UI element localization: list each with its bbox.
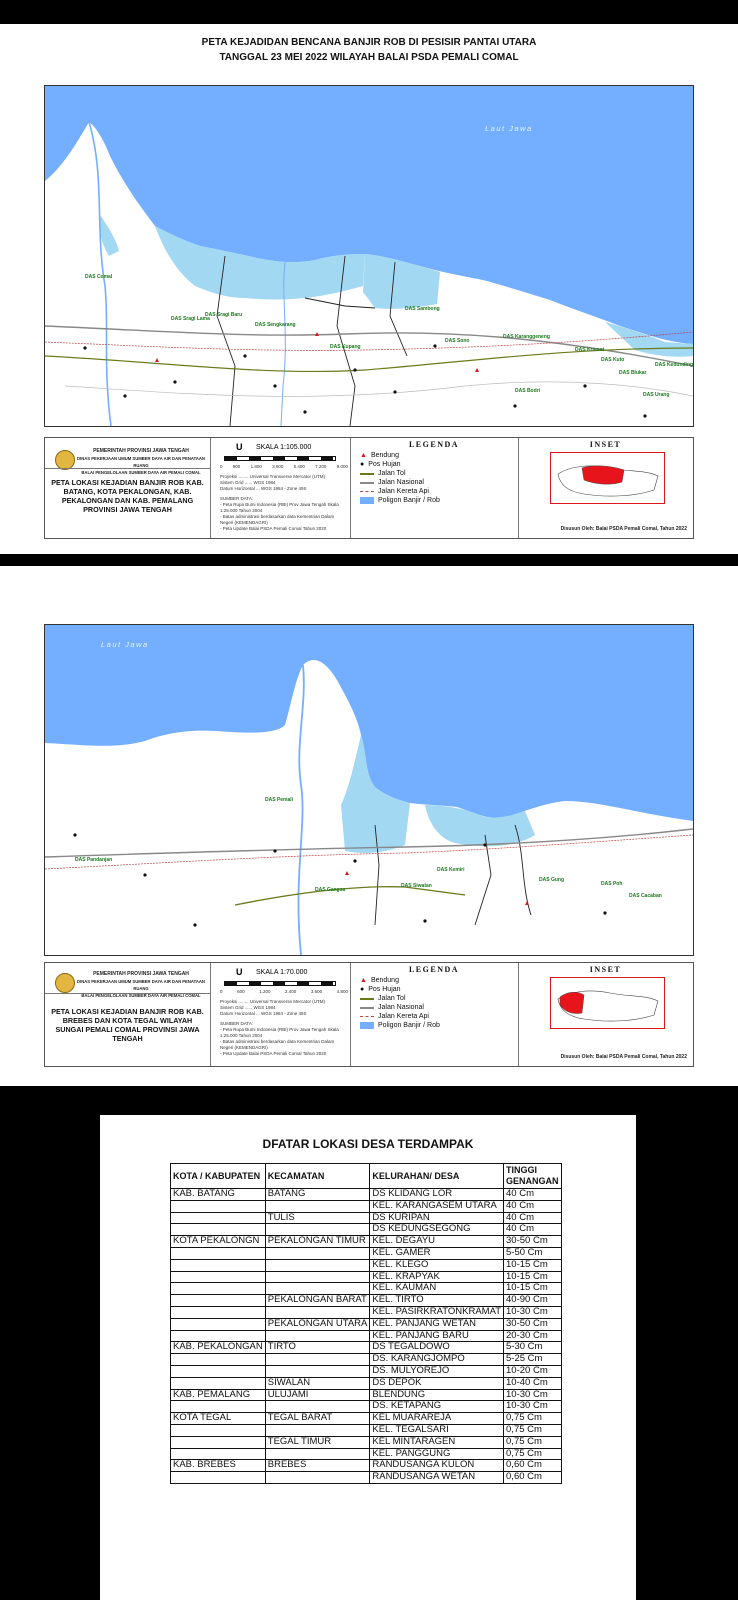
das-label: DAS Kemiri: [437, 867, 465, 873]
table-cell: 10-15 Cm: [504, 1259, 562, 1271]
table-cell: 20-30 Cm: [504, 1330, 562, 1342]
map2-legend-area: [44, 962, 694, 1067]
column-header: KELURAHAN/ DESA: [370, 1164, 504, 1189]
table-cell: [265, 1424, 370, 1436]
table-row: [171, 1247, 562, 1259]
table-cell: KEL. KRAPYAK: [370, 1271, 504, 1283]
das-label: DAS Gung: [539, 877, 564, 883]
table-cell: [265, 1247, 370, 1259]
table-cell: [265, 1271, 370, 1283]
table-row: [171, 1354, 562, 1366]
table-row: [171, 1472, 562, 1484]
table-cell: 5-30 Cm: [504, 1342, 562, 1354]
sea-label: Laut Jawa: [101, 640, 149, 649]
table-cell: [171, 1283, 266, 1295]
table-cell: [171, 1224, 266, 1236]
das-label: DAS Kupang: [330, 344, 361, 350]
map2-frame[interactable]: [44, 624, 694, 956]
map1-scale-block: U SKALA 1:105.000 0 900 1.800 3.600 5.400 7.200 9.000 Proyeksi ........ Universal Transverse Mercator (UTM) Sistem Grid ...... WGS 1984 Datum Horizontal ... WGS 1984 - Zone 49S SUMBER DATA: - Peta Rupa Bumi Indonesia (RBI) Prov Jawa Tengah Skala 1:25.000 Tahun 2004 - Batas administrasi berdasarkan data Kementrian Dalam Negeri (KEMENDAGRI) - Peta Update Balai PSDA Pemali Comal Tahun 2020: [210, 438, 351, 538]
table-cell: [265, 1330, 370, 1342]
table-cell: 10-40 Cm: [504, 1377, 562, 1389]
table-cell: KOTA TEGAL: [171, 1413, 266, 1425]
table-row: [171, 1389, 562, 1401]
table-row: [171, 1330, 562, 1342]
table-cell: [265, 1200, 370, 1212]
affected-villages-document: [100, 1115, 636, 1600]
table-cell: DS KLIDANG LOR: [370, 1189, 504, 1201]
table-cell: KAB. PEKALONGAN: [171, 1342, 266, 1354]
table-cell: [265, 1283, 370, 1295]
table-cell: RANDUSANGA KULON: [370, 1460, 504, 1472]
table-cell: [171, 1472, 266, 1484]
north-arrow-icon: U: [236, 967, 243, 977]
table-cell: 40 Cm: [504, 1224, 562, 1236]
table-cell: PEKALONGAN UTARA: [265, 1318, 370, 1330]
map2-canvas: [45, 625, 693, 955]
map2-compiled-by: Disusun Oleh: Balai PSDA Pemali Comal, Tahun 2022: [560, 1054, 687, 1060]
table-cell: KEL. PASIRKRATONKRAMAT: [370, 1306, 504, 1318]
table-cell: KEL MINTARAGEN: [370, 1436, 504, 1448]
table-cell: PEKALONGAN BARAT: [265, 1295, 370, 1307]
table-row: [171, 1413, 562, 1425]
table-cell: 5-25 Cm: [504, 1354, 562, 1366]
table-cell: [171, 1354, 266, 1366]
table-row: [171, 1342, 562, 1354]
table-cell: KEL. KAUMAN: [370, 1283, 504, 1295]
table-cell: KAB. BREBES: [171, 1460, 266, 1472]
map-sheet-2: [0, 566, 738, 1086]
table-cell: TIRTO: [265, 1342, 370, 1354]
column-header: KOTA / KABUPATEN: [171, 1164, 266, 1189]
das-label: DAS Cacaban: [629, 893, 662, 899]
table-cell: [171, 1212, 266, 1224]
das-label: DAS Siwatan: [401, 883, 432, 889]
scale-bar: [224, 981, 336, 986]
table-cell: [265, 1354, 370, 1366]
table-row: [171, 1189, 562, 1201]
map1-compiled-by: Disusun Oleh: Balai PSDA Pemali Comal, Tahun 2022: [560, 526, 687, 532]
das-label: DAS Comal: [85, 274, 113, 280]
table-cell: KEL. TEGALSARI: [370, 1424, 504, 1436]
table-cell: 40 Cm: [504, 1212, 562, 1224]
table-row: [171, 1460, 562, 1472]
map1-inset-block: INSET Disusun Oleh: Balai PSDA Pemali Comal, Tahun 2022: [518, 438, 693, 538]
das-label: DAS Sambong: [405, 306, 440, 312]
table-cell: KEL. KARANGASEM UTARA: [370, 1200, 504, 1212]
north-arrow-icon: U: [236, 442, 243, 452]
map2-legend: LEGENDA ▲ Bendung ● Pos Hujan Jalan Tol Jalan Nasional Jalan Kereta Api Poligon Banjir / Rob: [350, 963, 519, 1066]
table-cell: SIWALAN: [265, 1377, 370, 1389]
table-row: [171, 1271, 562, 1283]
table-cell: [265, 1448, 370, 1460]
inset-map: [550, 977, 665, 1029]
das-label: DAS Urang: [643, 392, 670, 398]
table-row: [171, 1377, 562, 1389]
das-label: DAS Sengkarang: [255, 322, 296, 328]
table-cell: [171, 1330, 266, 1342]
das-label: DAS Sragi Baru: [205, 312, 243, 318]
table-row: [171, 1448, 562, 1460]
table-row: [171, 1318, 562, 1330]
table-cell: DS. KETAPANG: [370, 1401, 504, 1413]
column-header: KECAMATAN: [265, 1164, 370, 1189]
table-row: [171, 1401, 562, 1413]
map1-frame[interactable]: [44, 85, 694, 427]
map1-title-line1: PETA KEJADIDAN BENCANA BANJIR ROB DI PESISIR PANTAI UTARA: [201, 37, 537, 48]
table-cell: BLENDUNG: [370, 1389, 504, 1401]
table-row: [171, 1283, 562, 1295]
table-cell: TEGAL BARAT: [265, 1413, 370, 1425]
table-cell: 10-15 Cm: [504, 1283, 562, 1295]
map2-scale-block: U SKALA 1:70.000 0 600 1.200 2.400 3.600 4.800 Proyeksi ........ Universal Transverse Mercator (UTM) Sistem Grid ...... WGS 1984 Datum Horizontal ... WGS 1984 - Zone 49S SUMBER DATA: - Peta Rupa Bumi Indonesia (RBI) Prov Jawa Tengah Skala 1:25.000 Tahun 2004 - Batas administrasi berdasarkan data Kementrian Dalam Negeri (KEMENDAGRI) - Peta Update Balai PSDA Pemali Comal Tahun 2020: [210, 963, 351, 1066]
table-cell: KEL MUARAREJA: [370, 1413, 504, 1425]
provincial-seal-icon: [55, 973, 75, 993]
table-cell: 10-30 Cm: [504, 1306, 562, 1318]
table-cell: [171, 1448, 266, 1460]
table-cell: [265, 1224, 370, 1236]
map2-panel-title: PETA LOKASI KEJADIAN BANJIR ROB KAB. BREBES DAN KOTA TEGAL WILAYAH SUNGAI PEMALI COMAL PROVINSI JAWA TENGAH: [51, 1007, 204, 1043]
table-title: DFATAR LOKASI DESA TERDAMPAK: [262, 1137, 474, 1151]
map2-title-block: PEMERINTAH PROVINSI JAWA TENGAH DINAS PEKERJAAN UMUM SUMBER DAYA AIR DAN PENATAAN RUANG BALAI PENGELOLAAN SUMBER DAYA AIR PEMALI COMAL PETA LOKASI KEJADIAN BANJIR ROB KAB. BREBES DAN KOTA TEGAL WILAYAH SUNGAI PEMALI COMAL PROVINSI JAWA TENGAH: [45, 963, 211, 1066]
table-cell: KOTA PEKALONGN: [171, 1236, 266, 1248]
table-cell: [171, 1401, 266, 1413]
table-cell: [171, 1365, 266, 1377]
sea-label: Laut Jawa: [485, 124, 533, 133]
table-cell: DS. MULYOREJO: [370, 1365, 504, 1377]
table-cell: [171, 1436, 266, 1448]
table-row: [171, 1436, 562, 1448]
table-cell: DS KEDUNGSEGONG: [370, 1224, 504, 1236]
table-cell: KEL. TIRTO: [370, 1295, 504, 1307]
table-cell: 0,60 Cm: [504, 1460, 562, 1472]
map2-scale: SKALA 1:70.000: [256, 969, 308, 976]
table-cell: KAB. PEMALANG: [171, 1389, 266, 1401]
table-cell: [171, 1271, 266, 1283]
table-cell: 10-15 Cm: [504, 1271, 562, 1283]
table-cell: 10-30 Cm: [504, 1401, 562, 1413]
table-cell: [171, 1200, 266, 1212]
map1-legend: LEGENDA ▲ Bendung ● Pos Hujan Jalan Tol Jalan Nasional Jalan Kereta Api Poligon Banjir / Rob: [350, 438, 519, 538]
table-cell: 0,75 Cm: [504, 1424, 562, 1436]
provincial-seal-icon: [55, 450, 75, 470]
table-cell: RANDUSANGA WETAN: [370, 1472, 504, 1484]
table-row: [171, 1224, 562, 1236]
table-cell: 0,60 Cm: [504, 1472, 562, 1484]
table-cell: KEL. PANJANG BARU: [370, 1330, 504, 1342]
das-label: DAS Blukar: [619, 370, 647, 376]
scale-bar: [224, 456, 336, 461]
das-label: DAS Karanggeneng: [503, 334, 550, 340]
table-cell: KEL. PANJANG WETAN: [370, 1318, 504, 1330]
das-label: DAS Sono: [445, 338, 470, 344]
table-cell: [171, 1318, 266, 1330]
table-header-row: [171, 1164, 562, 1189]
table-row: [171, 1365, 562, 1377]
table-row: [171, 1306, 562, 1318]
das-label: DAS Gangsa: [315, 887, 346, 893]
table-cell: 40 Cm: [504, 1200, 562, 1212]
table-cell: DS. KARANGJOMPO: [370, 1354, 504, 1366]
table-cell: [265, 1306, 370, 1318]
table-cell: TEGAL TIMUR: [265, 1436, 370, 1448]
table-cell: [265, 1401, 370, 1413]
table-cell: 10-20 Cm: [504, 1365, 562, 1377]
table-cell: 0,75 Cm: [504, 1436, 562, 1448]
table-cell: TULIS: [265, 1212, 370, 1224]
das-label: DAS Kuto: [601, 357, 625, 363]
map1-panel-title: PETA LOKASI KEJADIAN BANJIR ROB KAB. BATANG, KOTA PEKALONGAN, KAB. PEKALONGAN DAN KAB. PEMALANG PROVINSI JAWA TENGAH: [51, 478, 204, 514]
column-header: TINGGI GENANGAN: [504, 1164, 562, 1189]
table-cell: KEL. KLEGO: [370, 1259, 504, 1271]
das-label: DAS Sragi Lama: [171, 316, 210, 322]
table-cell: [171, 1247, 266, 1259]
table-cell: DS TEGALDOWO: [370, 1342, 504, 1354]
das-label: DAS Kedunding: [655, 362, 693, 368]
table-cell: DS KURIPAN: [370, 1212, 504, 1224]
table-row: [171, 1212, 562, 1224]
table-cell: 30-50 Cm: [504, 1318, 562, 1330]
das-label: DAS Poh: [601, 881, 623, 887]
table-row: [171, 1259, 562, 1271]
table-row: [171, 1236, 562, 1248]
table-cell: KEL. GAMER: [370, 1247, 504, 1259]
table-cell: 30-50 Cm: [504, 1236, 562, 1248]
table-cell: KAB. BATANG: [171, 1189, 266, 1201]
map1-title-line2: TANGGAL 23 MEI 2022 WILAYAH BALAI PSDA PEMALI COMAL: [219, 52, 519, 63]
table-row: [171, 1295, 562, 1307]
table-cell: [265, 1365, 370, 1377]
table-cell: 5-50 Cm: [504, 1247, 562, 1259]
table-cell: 10-30 Cm: [504, 1389, 562, 1401]
table-cell: 40 Cm: [504, 1189, 562, 1201]
table-cell: BREBES: [265, 1460, 370, 1472]
table-cell: [171, 1295, 266, 1307]
table-cell: 0,75 Cm: [504, 1413, 562, 1425]
table-cell: KEL. DEGAYU: [370, 1236, 504, 1248]
affected-villages-table: [170, 1163, 562, 1484]
table-cell: [171, 1424, 266, 1436]
das-label: DAS Pandanjan: [75, 857, 113, 863]
map1-grid-ticks: [44, 77, 692, 85]
table-cell: ULUJAMI: [265, 1389, 370, 1401]
map1-canvas: [45, 86, 693, 426]
das-label: DAS Bodri: [515, 388, 540, 394]
table-cell: [265, 1472, 370, 1484]
map1-scale: SKALA 1:105.000: [256, 444, 312, 451]
map-sheet-1: [0, 24, 738, 554]
table-cell: 40-90 Cm: [504, 1295, 562, 1307]
table-row: [171, 1424, 562, 1436]
map2-inset-block: INSET Disusun Oleh: Balai PSDA Pemali Comal, Tahun 2022: [518, 963, 693, 1066]
map1-title-block: PEMERINTAH PROVINSI JAWA TENGAH DINAS PEKERJAAN UMUM SUMBER DAYA AIR DAN PENATAAN RUANG BALAI PENGELOLAAN SUMBER DAYA AIR PEMALI COMAL PETA LOKASI KEJADIAN BANJIR ROB KAB. BATANG, KOTA PEKALONGAN, KAB. PEKALONGAN DAN KAB. PEMALANG PROVINSI JAWA TENGAH: [45, 438, 211, 538]
table-cell: [171, 1377, 266, 1389]
das-label: DAS Kramat: [575, 347, 605, 353]
table-cell: [265, 1259, 370, 1271]
table-row: [171, 1200, 562, 1212]
table-cell: KEL. PANGGUNG: [370, 1448, 504, 1460]
table-cell: [171, 1259, 266, 1271]
table-cell: [171, 1306, 266, 1318]
das-label: DAS Pemali: [265, 797, 294, 803]
map1-legend-area: [44, 437, 694, 539]
table-cell: DS DEPOK: [370, 1377, 504, 1389]
table-cell: BATANG: [265, 1189, 370, 1201]
table-cell: PEKALONGAN TIMUR: [265, 1236, 370, 1248]
inset-map: [550, 452, 665, 504]
table-cell: 0,75 Cm: [504, 1448, 562, 1460]
